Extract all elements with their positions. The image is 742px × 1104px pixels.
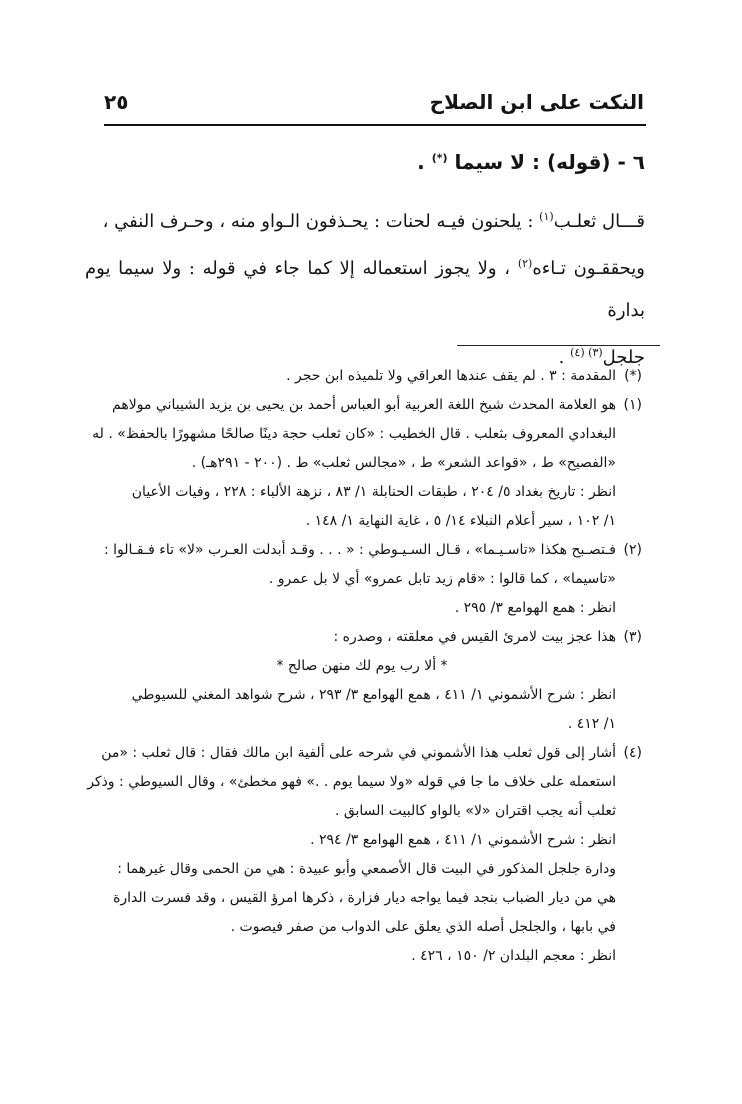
- footnote-line: [82, 478, 642, 507]
- footnote-ref: (٣) (٤): [570, 346, 603, 359]
- body-segment: ويحققـون تـاءه: [532, 258, 645, 279]
- footnote-text: «الفصيح» ط ، «قواعد الشعر» ط ، «مجالس ثعلب» ط . (٢٠٠ - ٢٩١هـ) .: [191, 455, 616, 471]
- footnote-text: هو العلامة المحدث شيخ اللغة العربية أبو العباس أحمد بن يحيى بن يزيد الشيباني مولاهم: [112, 397, 616, 413]
- footnote-line: [82, 710, 642, 739]
- body-segment: جلجل: [602, 347, 645, 368]
- footnote-mark: (*): [624, 368, 642, 384]
- footnote-line: [82, 449, 642, 478]
- footnote-ref: (٢): [517, 257, 533, 270]
- footnote-text: انظر : شرح الأشموني ١/ ٤١١ ، همع الهوامع ٣/ ٢٩٤ .: [310, 832, 616, 848]
- footnote-mark: (٤): [623, 745, 642, 761]
- footnote-text: * ألا رب يوم لك منهن صالح *: [276, 658, 448, 674]
- footnote-separator: [457, 345, 660, 346]
- running-header: [104, 90, 644, 120]
- body-segment: .: [558, 347, 571, 368]
- footnote-text: «تاسيما» ، كما قالوا : «قام زيد تابل عمرو» أي لا بل عمرو .: [268, 571, 616, 587]
- footnote-text: ودارة جلجل المذكور في البيت قال الأصمعي وأبو عبيدة : هي من الحمى وقال غيرهما :: [117, 861, 616, 877]
- header-title: النكت على ابن الصلاح: [429, 90, 644, 114]
- footnote-text: ثعلب أنه يجب اقتران «لا» بالواو كالبيت السابق .: [334, 803, 616, 819]
- footnote-text: ١/ ١٠٢ ، سير أعلام النبلاء ١٤/ ٥ ، غاية النهاية ١/ ١٤٨ .: [305, 513, 616, 529]
- footnote-text: انظر : تاريخ بغداد ٥/ ٢٠٤ ، طبقات الحنابلة ١/ ٨٣ ، نزهة الألباء : ٢٢٨ ، وفيات الأعيان: [131, 484, 616, 500]
- footnote-text: هي من ديار الضباب بنجد فيما يواجه ديار فزارة ، ذكرها امرؤ القيس ، وقد فسرت الدارة: [113, 890, 616, 906]
- footnote-line: [82, 942, 642, 971]
- body-segment: قـــال ثعلـب: [553, 211, 645, 232]
- footnote-line: [82, 884, 642, 913]
- footnote-line: [82, 913, 642, 942]
- footnote-text: انظر : معجم البلدان ٢/ ١٥٠ ، ٤٢٦ .: [411, 948, 616, 964]
- page-number: ٢٥: [104, 90, 129, 114]
- footnote-line: [82, 797, 642, 826]
- heading-footnote-mark: (*): [431, 151, 448, 165]
- footnote-line: [82, 391, 642, 420]
- body-line: [85, 196, 645, 243]
- footnote-line: [82, 420, 642, 449]
- footnote-mark: (١): [623, 397, 642, 413]
- body-segment: ، ولا يجوز استعماله إلا كما جاء في قوله : ولا سيما يوم بدارة: [85, 258, 645, 321]
- footnote-text: انظر : شرح الأشموني ١/ ٤١١ ، همع الهوامع ٣/ ٢٩٣ ، شرح شواهد المغني للسيوطي: [131, 687, 616, 703]
- footnote-line: [82, 594, 642, 623]
- footnote-line: [82, 739, 642, 768]
- section-heading: [417, 150, 645, 174]
- footnotes: [82, 362, 642, 971]
- footnote-line: [82, 536, 642, 565]
- main-text: [85, 196, 645, 379]
- footnote-text: أشار إلى قول ثعلب هذا الأشموني في شرحه على ألفية ابن مالك فقال : قال ثعلب : «من: [101, 745, 616, 761]
- footnote-mark: (٣): [623, 629, 642, 645]
- body-segment: : يلحنون فيـه لحنات : يحـذفون الـواو منه ، وحـرف النفي ،: [102, 211, 540, 232]
- footnote-line: [82, 652, 642, 681]
- footnote-line: [82, 623, 642, 652]
- footnote-ref: (١): [539, 210, 554, 223]
- body-line: [85, 243, 645, 332]
- footnote-text: انظر : همع الهوامع ٣/ ٢٩٥ .: [454, 600, 616, 616]
- footnote-text: المقدمة : ٣ . لم يقف عندها العراقي ولا تلميذه ابن حجر .: [286, 368, 616, 384]
- footnote-line: [82, 855, 642, 884]
- footnote-text: البغدادي المعروف بثعلب . قال الخطيب : «كان ثعلب حجة دينًا صالحًا مشهورًا بالحفظ» . له: [92, 426, 616, 442]
- footnote-line: [82, 681, 642, 710]
- footnote-text: استعمله على خلاف ما جا في قوله «ولا سيما يوم . .» فهو مخطئ» ، وقال السيوطي : وذكر: [87, 774, 616, 790]
- footnote-text: في بابها ، والجلجل أصله الذي يعلق على الدواب من صفر فيصوت .: [230, 919, 616, 935]
- footnote-line: [82, 507, 642, 536]
- heading-end: .: [417, 150, 425, 174]
- footnote-line: [82, 362, 642, 391]
- footnote-line: [82, 826, 642, 855]
- heading-text: ٦ - (قوله) : لا سيما: [454, 150, 645, 174]
- footnote-text: ١/ ٤١٢ .: [567, 716, 616, 732]
- footnote-text: فـتصـبح هكذا «تاسـيـما» ، قـال السـيـوطي : « . . . وقـد أبدلت العـرب «لا» تاء فـقـالوا :: [103, 542, 616, 558]
- footnote-line: [82, 768, 642, 797]
- footnote-mark: (٢): [623, 542, 642, 558]
- footnote-line: [82, 565, 642, 594]
- header-rule: [104, 124, 646, 126]
- footnote-text: هذا عجز بيت لامرئ القيس في معلقته ، وصدره :: [333, 629, 616, 645]
